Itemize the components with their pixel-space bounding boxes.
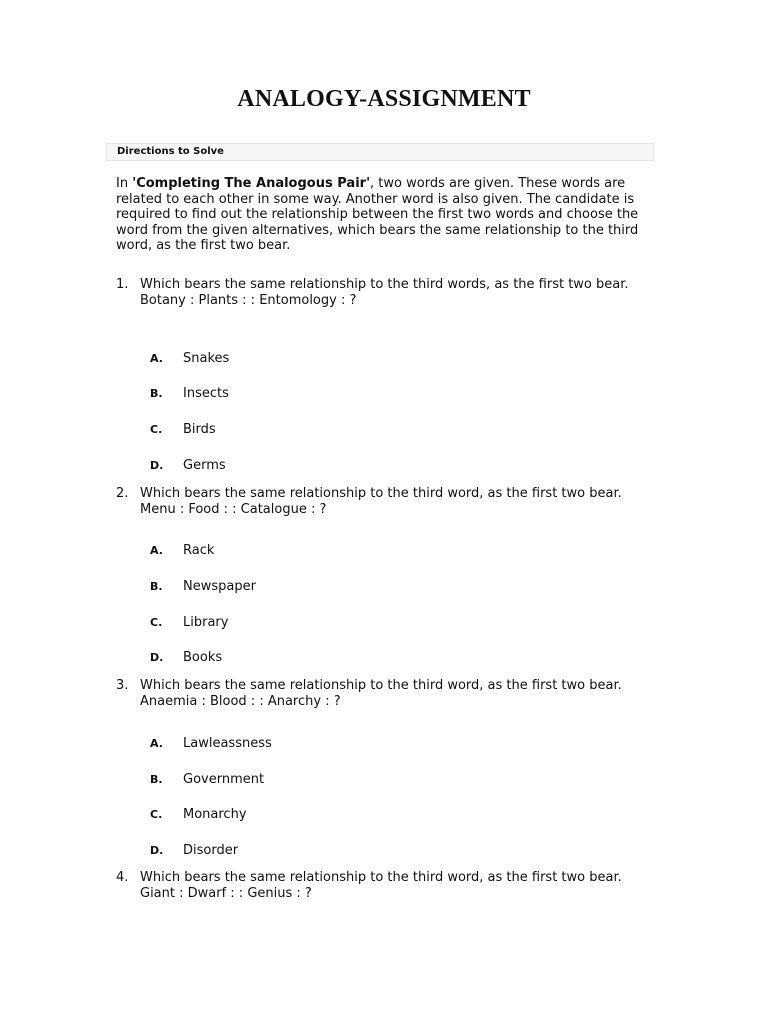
option-letter: B. bbox=[150, 580, 163, 593]
intro-paragraph bbox=[116, 176, 656, 254]
option-letter: B. bbox=[150, 387, 163, 400]
question-number: 3. bbox=[116, 678, 129, 693]
option-text: Insects bbox=[183, 386, 229, 401]
option-text: Books bbox=[183, 650, 223, 665]
option-text: Lawleassness bbox=[183, 736, 272, 751]
question-number: 2. bbox=[116, 486, 129, 501]
question-pair: Anaemia : Blood : : Anarchy : ? bbox=[140, 693, 341, 709]
intro-prefix: In bbox=[116, 176, 133, 191]
option-letter: C. bbox=[150, 423, 163, 436]
option-letter: D. bbox=[150, 651, 164, 664]
question-prompt: Which bears the same relationship to the third word, as the first two bear. bbox=[140, 870, 622, 885]
question-number: 4. bbox=[116, 870, 129, 885]
question-prompt: Which bears the same relationship to the third words, as the first two bear. bbox=[140, 277, 629, 292]
question-1 bbox=[116, 277, 656, 308]
option-text: Disorder bbox=[183, 843, 239, 858]
intro-rest: , two words are given. These words are related to each other in some way. Another word is also given. The candidate is required to find out the relationship between the first two words and choose the word from the given alternatives, which bears the same relationship to the third word, as the first two bear. bbox=[116, 176, 639, 253]
intro-bold-term: 'Completing The Analogous Pair' bbox=[132, 176, 371, 191]
option-text: Library bbox=[183, 615, 229, 630]
option-letter: C. bbox=[150, 616, 163, 629]
page-title: ANALOGY-ASSIGNMENT bbox=[237, 86, 531, 112]
option-letter: A. bbox=[150, 544, 163, 557]
question-prompt: Which bears the same relationship to the third word, as the first two bear. bbox=[140, 678, 622, 693]
question-2 bbox=[116, 486, 656, 517]
question-prompt: Which bears the same relationship to the third word, as the first two bear. bbox=[140, 486, 622, 501]
option-letter: D. bbox=[150, 459, 164, 472]
option-text: Germs bbox=[183, 458, 226, 473]
option-text: Newspaper bbox=[183, 579, 256, 594]
option-text: Monarchy bbox=[183, 807, 247, 822]
question-pair: Menu : Food : : Catalogue : ? bbox=[140, 501, 327, 517]
question-3 bbox=[116, 678, 656, 709]
option-letter: B. bbox=[150, 773, 163, 786]
option-letter: A. bbox=[150, 737, 163, 750]
option-text: Rack bbox=[183, 543, 215, 558]
question-pair: Botany : Plants : : Entomology : ? bbox=[140, 292, 357, 308]
question-number: 1. bbox=[116, 277, 129, 292]
option-text: Snakes bbox=[183, 351, 230, 366]
option-letter: A. bbox=[150, 352, 163, 365]
option-letter: D. bbox=[150, 844, 164, 857]
option-text: Birds bbox=[183, 422, 216, 437]
directions-header: Directions to Solve bbox=[106, 143, 654, 161]
option-text: Government bbox=[183, 772, 265, 787]
question-4 bbox=[116, 870, 656, 901]
question-pair: Giant : Dwarf : : Genius : ? bbox=[140, 885, 312, 901]
option-letter: C. bbox=[150, 808, 163, 821]
